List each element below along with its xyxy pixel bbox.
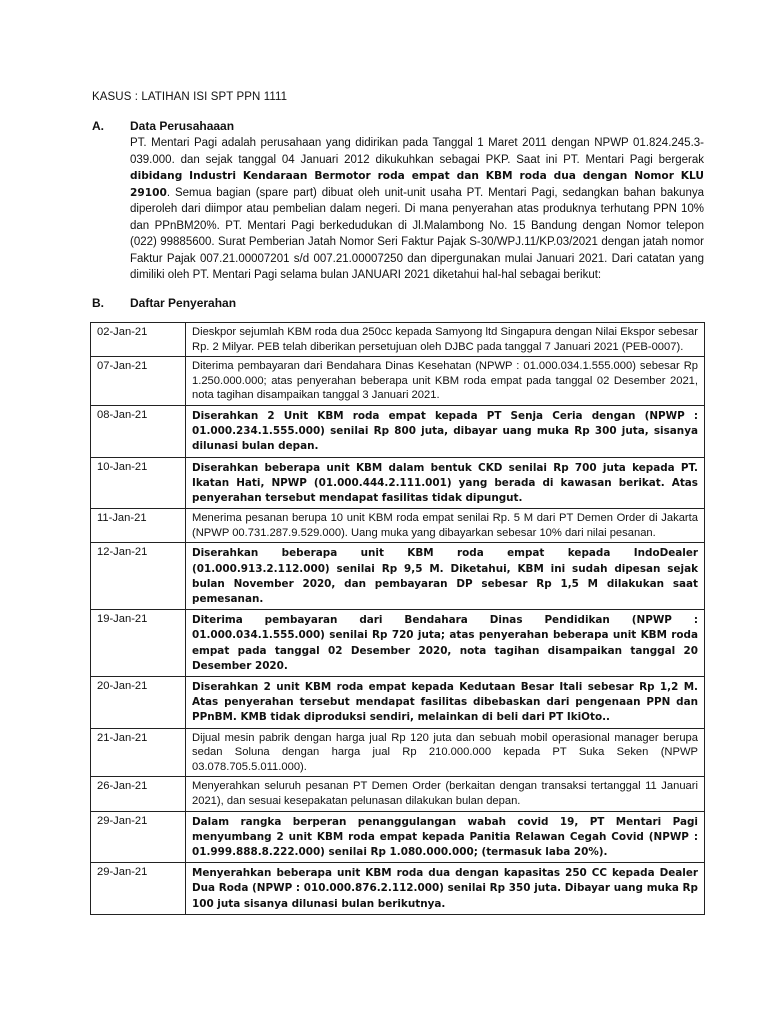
section-a-label: A. — [92, 119, 104, 133]
row-description: Diserahkan beberapa unit KBM roda empat kepada IndoDealer (01.000.913.2.112.000) senilai Rp 9,5 M. Diketahui, KBM ini sudah dipesan sejak bulan November 2020, dan pembayaran DP sebesar Rp 1,5 M dilakukan saat pemesanan. — [186, 543, 705, 610]
row-date: 10-Jan-21 — [91, 457, 186, 509]
table-row — [91, 543, 705, 610]
table-row — [91, 811, 705, 863]
row-date: 20-Jan-21 — [91, 677, 186, 729]
row-date: 02-Jan-21 — [91, 323, 186, 357]
row-description: Menyerahkan seluruh pesanan PT Demen Order (berkaitan dengan transaksi tertanggal 11 Januari 2021), dan sesuai kesepakatan pelunasan dilakukan bulan depan. — [186, 777, 705, 811]
row-description: Menerima pesanan berupa 10 unit KBM roda empat senilai Rp. 5 M dari PT Demen Order di Jakarta (NPWP 00.731.287.9.529.000). Uang muka yang dibayarkan sebesar 10% dari nilai pesanan. — [186, 509, 705, 543]
company-description — [130, 135, 704, 284]
delivery-table — [90, 322, 705, 915]
row-description: Diterima pembayaran dari Bendahara Dinas Pendidikan (NPWP : 01.000.034.1.555.000) senilai Rp 720 juta; atas penyerahan beberapa unit KBM roda empat pada tanggal 02 Desember 2020, nota tagihan disampaikan tanggal 20 Desember 2020. — [186, 610, 705, 677]
table-row — [91, 457, 705, 509]
section-a-title: Data Perusahaaan — [130, 119, 235, 133]
table-row — [91, 405, 705, 457]
company-description-text-1: PT. Mentari Pagi adalah perusahaan yang didirikan pada Tanggal 1 Maret 2011 dengan NPWP 01.824.245.3-039.000. dan sejak tanggal 04 Januari 2012 dikukuhkan sebagai PKP. Saat ini PT. Mentari Pagi bergerak — [130, 137, 704, 166]
row-description: Diserahkan beberapa unit KBM dalam bentuk CKD senilai Rp 700 juta kepada PT. Ikatan Hati, NPWP (01.000.444.2.111.001) yang berada di kawasan berikat. Atas penyerahan tersebut mendapat fasilitas tidak dipungut. — [186, 457, 705, 509]
section-b-label: B. — [92, 296, 104, 310]
row-date: 12-Jan-21 — [91, 543, 186, 610]
table-row — [91, 863, 705, 915]
row-date: 08-Jan-21 — [91, 405, 186, 457]
table-row — [91, 677, 705, 729]
row-date: 21-Jan-21 — [91, 728, 186, 777]
row-description: Dieskpor sejumlah KBM roda dua 250cc kepada Samyong ltd Singapura dengan Nilai Ekspor sebesar Rp. 2 Milyar. PEB telah diberikan persetujuan oleh DJBC pada tanggal 7 Januari 2021 (PEB-0007). — [186, 323, 705, 357]
row-description: Diserahkan 2 Unit KBM roda empat kepada PT Senja Ceria dengan (NPWP : 01.000.234.1.555.000) senilai Rp 800 juta, dibayar uang muka Rp 300 juta, sisanya dilunasi bulan depan. — [186, 405, 705, 457]
table-row — [91, 509, 705, 543]
table-row — [91, 323, 705, 357]
table-row — [91, 357, 705, 406]
table-row — [91, 728, 705, 777]
document-title: KASUS : LATIHAN ISI SPT PPN 1111 — [92, 91, 288, 103]
row-description: Diserahkan 2 unit KBM roda empat kepada Kedutaan Besar Itali sebesar Rp 1,2 M. Atas penyerahan tersebut mendapat fasilitas dibebaskan dari pengenaan PPN dan PPnBM. KMB tidak diproduksi sendiri, melainkan di beli dari PT IkiOto.. — [186, 677, 705, 729]
row-description: Dijual mesin pabrik dengan harga jual Rp 120 juta dan sebuah mobil operasional manager berupa sedan Soluna dengan harga jual Rp 210.000.000 kepada PT Suka Seken (NPWP 03.078.705.5.011.000). — [186, 728, 705, 777]
delivery-table-body — [91, 323, 705, 915]
row-description: Diterima pembayaran dari Bendahara Dinas Kesehatan (NPWP : 01.000.034.1.555.000) sebesar Rp 1.250.000.000; atas penyerahan beberapa unit KBM roda empat pada tanggal 02 Desember 2021, nota tagihan disampaikan tanggal 3 Januari 2021. — [186, 357, 705, 406]
row-date: 19-Jan-21 — [91, 610, 186, 677]
company-description-bold: dibidang Industri Kendaraan Bermotor roda empat dan KBM roda dua dengan Nomor KLU 29100 — [130, 170, 704, 199]
row-date: 29-Jan-21 — [91, 811, 186, 863]
row-date: 26-Jan-21 — [91, 777, 186, 811]
table-row — [91, 777, 705, 811]
row-description: Menyerahkan beberapa unit KBM roda dua dengan kapasitas 250 CC kepada Dealer Dua Roda (NPWP : 010.000.876.2.112.000) senilai Rp 350 juta. Dibayar uang muka Rp 100 juta sisanya dilunasi bulan berikutnya. — [186, 863, 705, 915]
table-row — [91, 610, 705, 677]
row-date: 07-Jan-21 — [91, 357, 186, 406]
company-description-text-2: . Semua bagian (spare part) dibuat oleh unit-unit usaha PT. Mentari Pagi, sedangkan bahan bakunya diperoleh dari diimpor atau pembelian dalam negeri. Di mana penyerahan atas produknya terhutang PPN 10% dan PPnBM20%. PT. Mentari Pagi berkedudukan di Jl.Malambong No. 15 Bandung dengan Nomor telepon (022) 99885600. Surat Pemberian Jatah Nomor Seri Faktur Pajak S-30/WPJ.11/KP.03/2021 dengan jatah nomor Faktur Pajak 007.21.00007201 s/d 007.21.00007250 dan dipergunakan mulai Januari 2021. Dari catatan yang dimiliki oleh PT. Mentari Pagi selama bulan JANUARI 2021 diketahui hal-hal sebagai berikut: — [130, 186, 704, 281]
row-description: Dalam rangka berperan penanggulangan wabah covid 19, PT Mentari Pagi menyumbang 2 unit KBM roda empat kepada Panitia Relawan Cegah Covid (NPWP : 01.999.888.8.222.000) senilai Rp 1.080.000.000; (termasuk laba 20%). — [186, 811, 705, 863]
section-b-title: Daftar Penyerahan — [130, 296, 237, 310]
row-date: 11-Jan-21 — [91, 509, 186, 543]
row-date: 29-Jan-21 — [91, 863, 186, 915]
